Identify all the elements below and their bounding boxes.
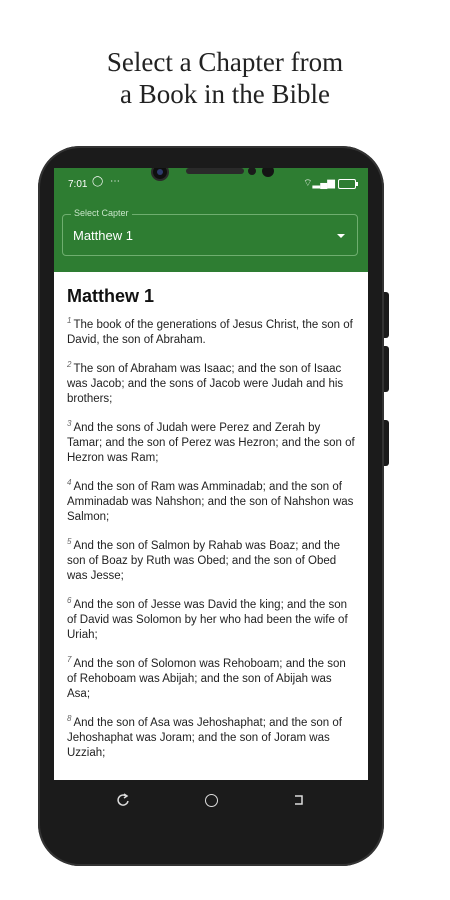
promo-heading	[0, 46, 450, 110]
verse	[67, 598, 357, 643]
verse-number: 3	[67, 419, 72, 429]
app-bar	[54, 202, 368, 272]
verse-number: 7	[67, 655, 72, 665]
volume-up-button	[384, 346, 389, 392]
verse-text: And the son of Solomon was Rehoboam; and the son of Rehoboam was Abijah; and the son of Abijah was Asa;	[67, 658, 346, 700]
verse-number: 4	[67, 478, 72, 488]
verse-text: And the son of Ram was Amminadab; and the son of Amminadab was Nahshon; and the son of Nahshon was Salmon;	[67, 481, 354, 523]
verse	[67, 362, 357, 407]
status-bar	[54, 168, 368, 202]
promo-line-1: Select a Chapter from	[106, 47, 344, 77]
recent-apps-icon[interactable]	[290, 793, 308, 811]
system-icons	[303, 177, 356, 190]
power-button	[384, 292, 389, 338]
verse-text: And the son of Jesse was David the king; and the son of David was Solomon by her who had been the wife of Uriah;	[67, 599, 348, 641]
back-icon[interactable]	[114, 793, 132, 811]
secondary-camera	[262, 168, 274, 177]
status-time: 7:01	[68, 179, 88, 190]
verse-text: And the son of Salmon by Rahab was Boaz; and the son of Boaz by Ruth was Obed; and the son of Obed was Jesse;	[67, 540, 341, 582]
verse-text: The son of Abraham was Isaac; and the son of Isaac was Jacob; and the sons of Jacob were Judah and his brothers;	[67, 363, 344, 405]
earpiece-speaker	[186, 168, 244, 174]
verse	[67, 318, 357, 348]
chapter-select-label: Select Capter	[71, 208, 132, 218]
chapter-select[interactable]	[62, 208, 358, 256]
chapter-content[interactable]	[54, 272, 368, 780]
back-icon-shape	[116, 793, 130, 807]
verse-text: The book of the generations of Jesus Christ, the son of David, the son of Abraham.	[67, 319, 353, 346]
front-camera-icon	[153, 168, 167, 179]
proximity-sensor	[248, 168, 256, 175]
verse	[67, 657, 357, 702]
volume-down-button	[384, 420, 389, 466]
verse-number: 8	[67, 714, 72, 724]
verse-number: 5	[67, 537, 72, 547]
verse	[67, 480, 357, 525]
recent-apps-shape	[292, 793, 306, 807]
verse-number: 6	[67, 596, 72, 606]
verse	[67, 539, 357, 584]
chapter-select-value: Matthew 1	[73, 228, 133, 243]
verse-list	[67, 318, 357, 775]
verse-text: And the son of Asa was Jehoshaphat; and the son of Jehoshaphat was Joram; and the son of Joram was Uzziah;	[67, 717, 342, 759]
verse	[67, 421, 357, 466]
phone-screen	[54, 168, 368, 780]
verse-number: 1	[67, 316, 72, 326]
wifi-signal-icon: ⌔▂▄▆	[303, 178, 335, 189]
dropdown-arrow-icon	[337, 234, 345, 238]
notification-icons: ◯ ⋯	[92, 176, 122, 187]
navigation-bar	[54, 780, 368, 824]
battery-icon	[338, 179, 356, 189]
promo-line-2: a Book in the Bible	[120, 79, 330, 109]
verse-text: And the sons of Judah were Perez and Zerah by Tamar; and the son of Perez was Hezron; and the son of Hezron was Ram;	[67, 422, 355, 464]
home-circle	[205, 794, 218, 807]
verse	[67, 716, 357, 761]
chapter-title: Matthew 1	[67, 286, 155, 306]
verse-number: 2	[67, 360, 72, 370]
home-icon[interactable]	[202, 793, 220, 811]
